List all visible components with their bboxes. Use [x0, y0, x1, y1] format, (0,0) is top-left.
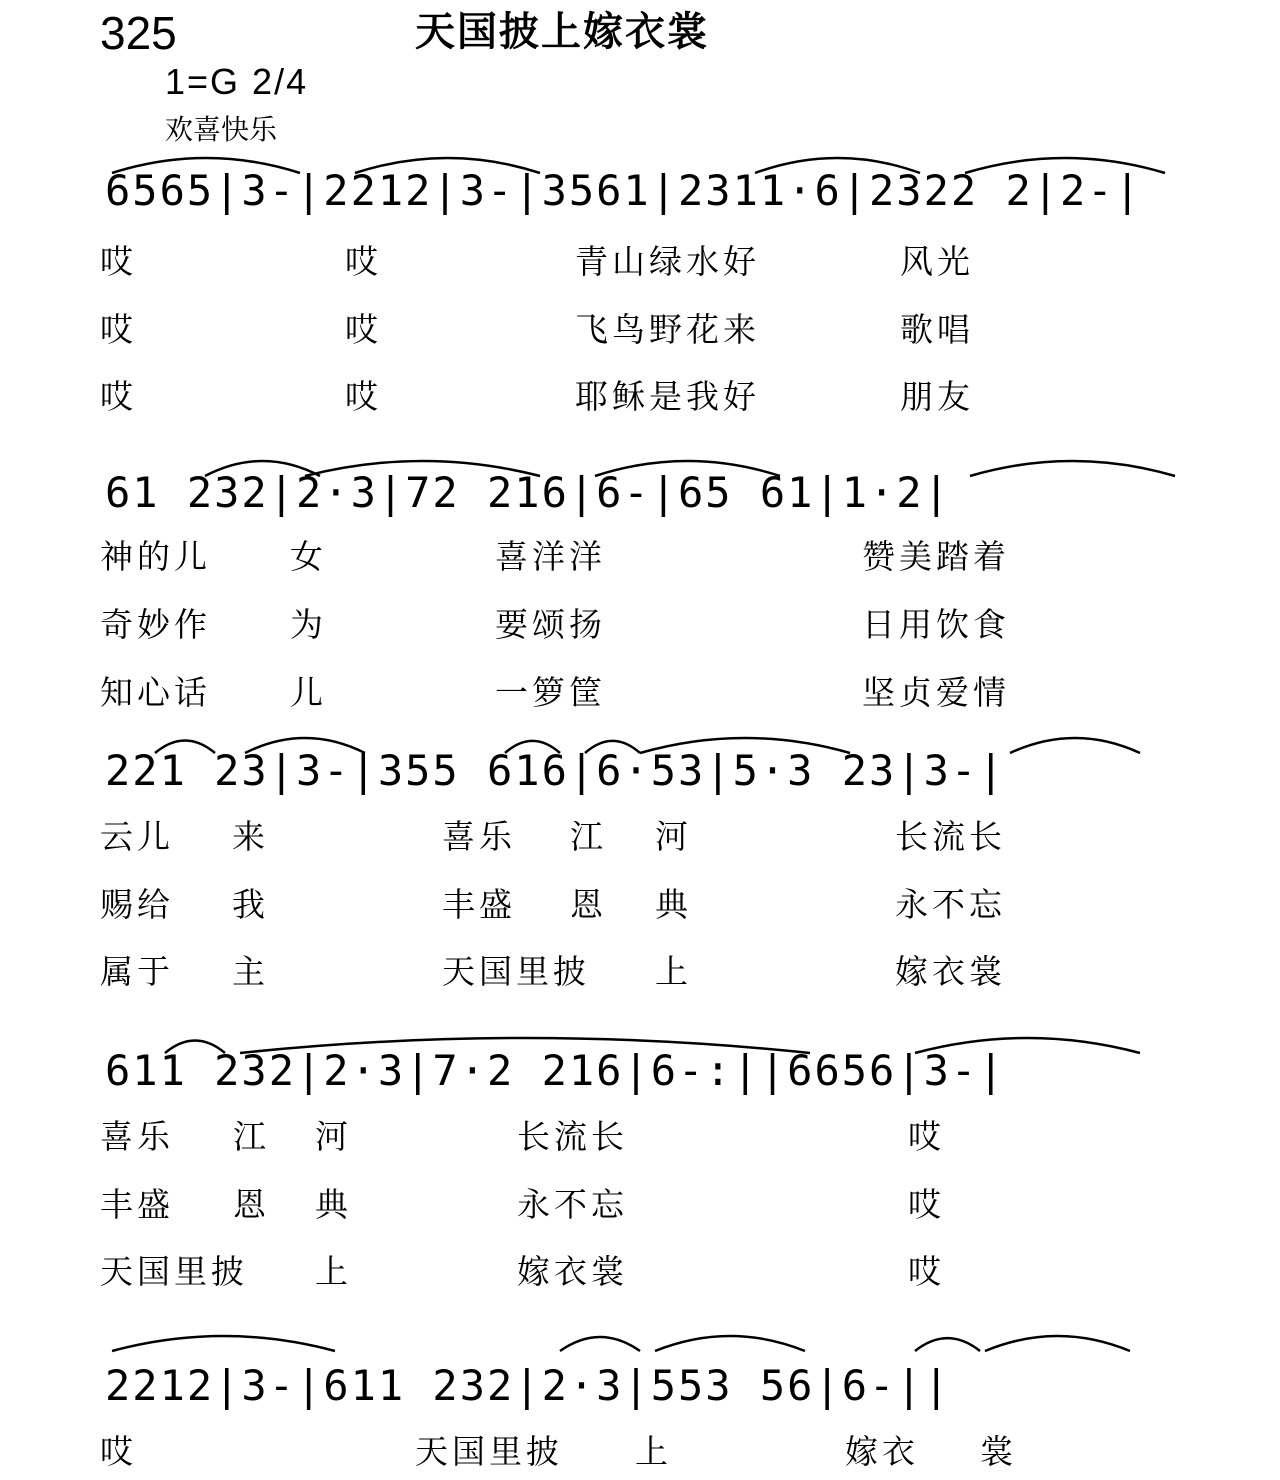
lyric-fragment: 主: [232, 952, 269, 991]
tempo-marking: 欢喜快乐: [165, 113, 278, 146]
lyric-fragment: 青山绿水好: [575, 242, 760, 281]
lyric-fragment: 来: [232, 817, 269, 856]
notation-line: 611 232|2·3|7·2 216|6-:||6656|3-|: [105, 1046, 1006, 1095]
lyric-fragment: 天国里披: [415, 1432, 563, 1471]
lyric-fragment: 典: [655, 885, 692, 924]
lyric-fragment: 裳: [980, 1432, 1017, 1471]
lyric-fragment: 神的儿: [100, 537, 211, 576]
lyric-fragment: 哎: [345, 310, 382, 349]
lyric-fragment: 嫁衣裳: [895, 952, 1006, 991]
lyric-fragment: 奇妙作: [100, 605, 211, 644]
lyric-fragment: 上: [635, 1432, 672, 1471]
lyric-fragment: 哎: [100, 377, 137, 416]
lyric-fragment: 上: [315, 1252, 352, 1291]
lyric-fragment: 喜洋洋: [495, 537, 606, 576]
slur-arc: [985, 1336, 1130, 1351]
slur-arc: [970, 461, 1175, 476]
lyric-fragment: 哎: [100, 310, 137, 349]
lyric-fragment: 江: [233, 1117, 270, 1156]
lyric-fragment: 长流长: [895, 817, 1006, 856]
notation-line: 6565|3-|2212|3-|3561|2311·6|2322 2|2-|: [105, 166, 1142, 215]
lyric-fragment: 耶稣是我好: [575, 377, 760, 416]
lyric-fragment: 儿: [290, 673, 327, 712]
lyric-fragment: 典: [315, 1185, 352, 1224]
key-signature: 1=G 2/4: [165, 61, 309, 102]
hymn-title: 天国披上嫁衣裳: [415, 9, 709, 55]
lyric-fragment: 哎: [100, 1432, 137, 1471]
lyric-fragment: 嫁衣: [845, 1432, 919, 1471]
lyric-fragment: 喜乐: [100, 1117, 174, 1156]
slur-arc: [915, 1338, 980, 1351]
lyric-fragment: 哎: [908, 1185, 945, 1224]
lyric-fragment: 恩: [570, 885, 607, 924]
hymn-number: 325: [100, 7, 177, 59]
lyric-fragment: 知心话: [100, 673, 211, 712]
lyric-fragment: 哎: [908, 1117, 945, 1156]
lyric-fragment: 丰盛: [100, 1185, 174, 1224]
lyric-fragment: 河: [315, 1117, 352, 1156]
lyric-fragment: 云儿: [100, 817, 174, 856]
lyric-fragment: 坚贞爱情: [862, 673, 1010, 712]
lyric-fragment: 天国里披: [442, 952, 590, 991]
slur-arc: [112, 1336, 335, 1351]
lyric-fragment: 日用饮食: [862, 605, 1010, 644]
notation-line: 221 23|3-|355 616|6·53|5·3 23|3-|: [105, 746, 1006, 795]
lyric-fragment: 天国里披: [100, 1252, 248, 1291]
lyric-fragment: 哎: [345, 242, 382, 281]
lyric-fragment: 哎: [100, 242, 137, 281]
lyric-fragment: 女: [290, 537, 327, 576]
lyric-fragment: 丰盛: [442, 885, 516, 924]
lyric-fragment: 我: [232, 885, 269, 924]
notation-line: 61 232|2·3|72 216|6-|65 61|1·2|: [105, 468, 951, 517]
lyric-fragment: 江: [570, 817, 607, 856]
lyric-fragment: 一箩筐: [495, 673, 606, 712]
slur-arc: [560, 1337, 640, 1351]
lyric-fragment: 河: [655, 817, 692, 856]
lyric-fragment: 要颂扬: [495, 605, 606, 644]
lyric-fragment: 永不忘: [895, 885, 1006, 924]
lyric-fragment: 长流长: [517, 1117, 628, 1156]
lyric-fragment: 为: [290, 605, 327, 644]
lyric-fragment: 飞鸟野花来: [575, 310, 760, 349]
lyric-fragment: 恩: [233, 1185, 270, 1224]
lyric-fragment: 嫁衣裳: [517, 1252, 628, 1291]
lyric-fragment: 永不忘: [517, 1185, 628, 1224]
slur-arc: [1010, 738, 1140, 753]
lyric-fragment: 风光: [900, 242, 974, 281]
lyric-fragment: 哎: [908, 1252, 945, 1291]
lyric-fragment: 哎: [345, 377, 382, 416]
lyric-fragment: 朋友: [900, 377, 974, 416]
lyric-fragment: 属于: [100, 952, 174, 991]
lyric-fragment: 喜乐: [442, 817, 516, 856]
lyric-fragment: 赐给: [100, 885, 174, 924]
lyric-fragment: 上: [655, 952, 692, 991]
notation-line: 2212|3-|611 232|2·3|553 56|6-||: [105, 1361, 951, 1410]
lyric-fragment: 赞美踏着: [862, 537, 1010, 576]
lyric-fragment: 歌唱: [900, 310, 974, 349]
slur-arc: [655, 1336, 805, 1351]
